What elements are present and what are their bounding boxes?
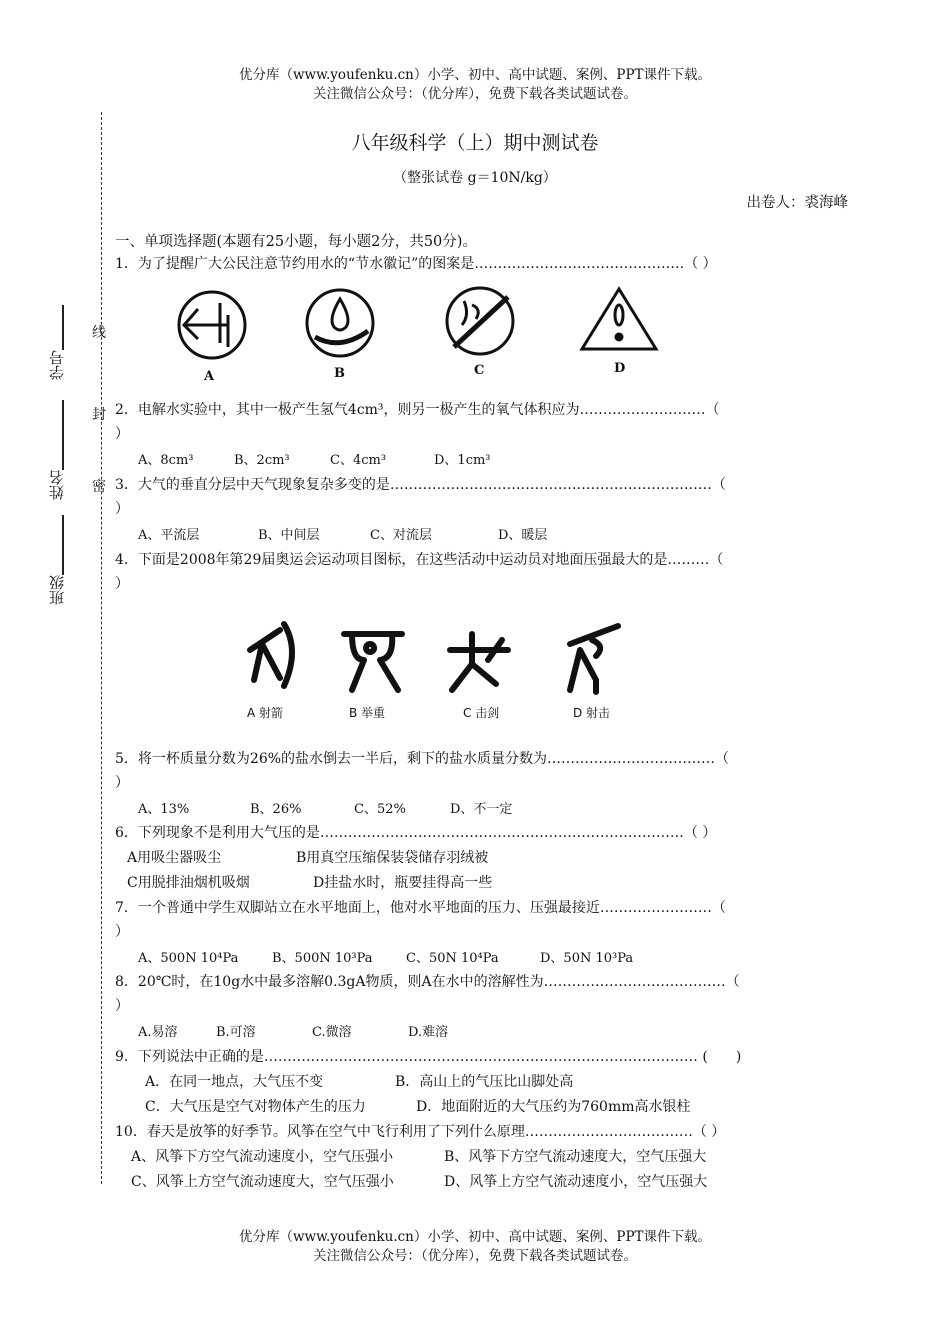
q2-option-b: B、2cm³: [234, 453, 290, 468]
q10-option-c: C、风筝上方空气流动速度大，空气压强小: [131, 1174, 394, 1190]
q10-option-b: B、风筝下方空气流动速度大，空气压强大: [444, 1149, 707, 1165]
q5-option-d: D、不一定: [450, 802, 513, 817]
emblem-a-icon: [179, 292, 245, 358]
page-title: 八年级科学（上）期中测试卷: [351, 132, 599, 154]
emblem-d-icon: [582, 289, 656, 349]
olympic-pictograms: [240, 620, 630, 700]
q8-option-d: D.难溶: [408, 1025, 449, 1040]
question-8: 8．20℃时，在10g水中最多溶解0.3gA物质，则A在水中的溶解性为…………………………………（: [115, 974, 740, 990]
header-line-1: 优分库（www.youfenku.cn）小学、初中、高中试题、案例、PPT课件下载。: [238, 67, 712, 83]
q8-option-b: B.可溶: [216, 1025, 256, 1040]
q3-option-b: B、中间层: [258, 528, 320, 543]
q5-option-a: A、13%: [138, 802, 190, 817]
q5-option-c: C、52%: [354, 802, 406, 817]
q10-option-d: D、风筝上方空气流动速度小，空气压强大: [444, 1174, 708, 1190]
q1-label-a: A: [204, 369, 215, 384]
q7-option-b: B、500N 10³Pa: [272, 951, 373, 966]
question-5-wrap: ）: [115, 775, 129, 791]
footer-line-1: 优分库（www.youfenku.cn）小学、初中、高中试题、案例、PPT课件下载。: [238, 1229, 712, 1245]
question-9: 9．下列说法中正确的是………………………………………………………………………………… ( ): [115, 1049, 742, 1065]
q3-options: [138, 524, 547, 543]
question-8-wrap: ）: [115, 998, 129, 1014]
q3-option-a: A、平流层: [138, 528, 200, 543]
q9-option-b: B．高山上的气压比山脚处高: [395, 1074, 574, 1090]
secret-char: 密: [92, 479, 106, 495]
shooting-icon: [570, 626, 618, 692]
water-saving-emblems: [170, 285, 670, 365]
student-id-blank: [62, 305, 64, 350]
q8-options: [138, 1021, 448, 1040]
question-7-wrap: ）: [115, 924, 129, 940]
emblem-b-icon: [307, 290, 373, 356]
q4-label-b: B 举重: [349, 706, 386, 720]
header-line-2: 关注微信公众号：（优分库），免费下载各类试题试卷。: [313, 86, 637, 102]
name-label: 姓名: [48, 470, 66, 500]
q4-label-a: A 射箭: [247, 706, 284, 720]
q6-option-c: C用脱排油烟机吸烟: [127, 875, 250, 891]
q5-option-b: B、26%: [250, 802, 302, 817]
question-3: 3．大气的垂直分层中天气现象复杂多变的是……………………………………………………………（: [115, 477, 726, 493]
q8-option-c: C.微溶: [312, 1025, 352, 1040]
binding-dashed-line: [101, 112, 104, 1184]
q1-label-c: C: [474, 363, 485, 378]
q4-label-d: D 射击: [573, 706, 611, 720]
q7-option-c: C、50N 10⁴Pa: [406, 951, 499, 966]
q4-label-c: C 击剑: [463, 706, 500, 720]
q9-option-c: C．大气压是空气对物体产生的压力: [145, 1099, 366, 1115]
q6-option-a: A用吸尘器吸尘: [127, 850, 222, 866]
question-4: 4．下面是2008年第29届奥运会运动项目图标，在这些活动中运动员对地面压强最大的是………（: [115, 552, 724, 568]
footer-line-2: 关注微信公众号：（优分库），免费下载各类试题试卷。: [313, 1248, 637, 1264]
q2-option-a: A、8cm³: [138, 453, 194, 468]
question-7: 7．一个普通中学生双脚站立在水平地面上，他对水平地面的压力、压强最接近……………………（: [115, 900, 726, 916]
q7-options: [138, 947, 633, 966]
class-label: 班级: [48, 575, 66, 605]
subtitle: （整张试卷 g＝10N/kg）: [393, 170, 557, 186]
name-blank: [62, 400, 64, 470]
fencing-icon: [450, 634, 508, 690]
section-heading: 一、单项选择题(本题有25小题，每小题2分，共50分)。: [115, 234, 477, 250]
q5-options: [138, 798, 512, 817]
q9-option-a: A．在同一地点，大气压不变: [145, 1074, 324, 1090]
seal-line-char: 线: [92, 325, 106, 341]
q6-option-b: B用真空压缩保装袋储存羽绒被: [296, 850, 489, 866]
q2-option-d: D、1cm³: [434, 453, 491, 468]
q3-option-c: C、对流层: [370, 528, 432, 543]
q7-option-d: D、50N 10³Pa: [540, 951, 634, 966]
emblem-c-icon: [447, 288, 513, 354]
question-6: 6．下列现象不是利用大气压的是……………………………………………………………………（ ）: [115, 825, 717, 841]
question-1: 1．为了提醒广大公民注意节约用水的“节水徽记”的图案是………………………………………（ ）: [115, 256, 717, 272]
question-2: 2．电解水实验中，其中一极产生氢气4cm³，则另一极产生的氧气体积应为………………………（: [115, 402, 720, 418]
q1-label-b: B: [334, 366, 345, 381]
q10-option-a: A、风筝下方空气流动速度小，空气压强小: [131, 1149, 394, 1165]
class-blank: [62, 515, 64, 575]
weightlifting-icon: [344, 634, 402, 690]
q6-option-d: D挂盐水时，瓶要挂得高一些: [313, 875, 493, 891]
question-3-wrap: ）: [115, 501, 129, 517]
question-5: 5．将一杯质量分数为26%的盐水倒去一半后，剩下的盐水质量分数为………………………………（: [115, 751, 730, 767]
seal-char: 封: [92, 407, 106, 423]
question-4-wrap: ）: [115, 576, 129, 592]
q8-option-a: A.易溶: [138, 1025, 178, 1040]
q9-option-d: D．地面附近的大气压约为760mm高水银柱: [416, 1099, 691, 1115]
q2-option-c: C、4cm³: [330, 453, 387, 468]
question-10: 10．春天是放筝的好季节。风筝在空气中飞行利用了下列什么原理………………………………（ ）: [115, 1124, 726, 1140]
author: 出卷人：裘海峰: [746, 195, 848, 211]
q2-options: [138, 449, 491, 468]
question-2-wrap: ）: [115, 426, 129, 442]
student-id-label: 学号: [48, 350, 66, 380]
q1-label-d: D: [614, 361, 626, 376]
q3-option-d: D、暖层: [498, 528, 548, 543]
archery-icon: [250, 624, 292, 686]
q7-option-a: A、500N 10⁴Pa: [138, 951, 239, 966]
